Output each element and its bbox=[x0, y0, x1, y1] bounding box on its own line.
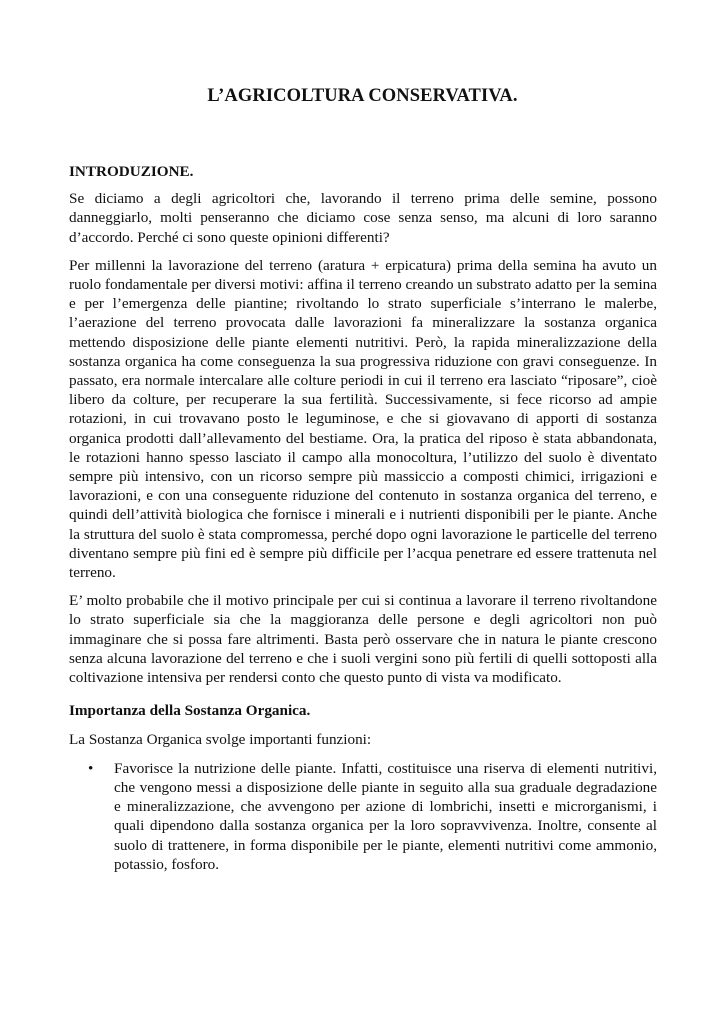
paragraph-1: Se diciamo a degli agricoltori che, lavorando il terreno prima delle semine, possono danneggiarlo, molti penseranno che diciamo cose senza senso, ma alcuni di loro saranno d’accordo. Perché ci sono queste opinioni differenti? bbox=[69, 190, 657, 246]
paragraph-2: Per millenni la lavorazione del terreno (aratura + erpicatura) prima della semina ha avuto un ruolo fondamentale per diversi motivi: affina il terreno creando un substrato adatto per la semina e per l’emergenza delle piantine; rivoltando lo strato superficiale s’interrano le malerbe, l’aerazione del terreno provocata dalle lavorazioni fa mineralizzare la sostanza organica mettendo disposizione delle piante elementi nutritivi. Però, la rapida mineralizzazione della sostanza organica ha come conseguenza la sua progressiva riduzione con gravi conseguenze. In passato, era normale intercalare alle colture periodi in cui il terreno era lasciato “riposare”, cioè libero da colture, per recuperare la sua fertilità. Successivamente, si fece ricorso ad ampie rotazioni, in cui trovavano posto le leguminose, e che si giovavano di apporti di sostanza organica prodotti dall’allevamento del bestiame. Ora, la pratica del riposo è stata abbandonata, le rotazioni hanno spesso lasciato il campo alla monocoltura, l’utilizzo del suolo è diventato sempre più intensivo, con un ricorso sempre più massiccio a composti chimici, irrigazioni e lavorazioni, e con una conseguente riduzione del contenuto in sostanza organica del terreno, e quindi dell’attività biologica che fornisce i minerali e i nutrienti disponibili per le piante. Anche la struttura del suolo è stata compromessa, perché dopo ogni lavorazione le particelle del terreno diventano sempre più fini ed è sempre più difficile per l’acqua penetrare ed essere trattenuta nel terreno. bbox=[69, 256, 657, 582]
section-heading-organic-matter: Importanza della Sostanza Organica. bbox=[69, 702, 311, 720]
intro-heading: INTRODUZIONE. bbox=[69, 163, 194, 180]
document-body bbox=[69, 162, 657, 874]
paragraph-3: E’ molto probabile che il motivo principale per cui si continua a lavorare il terreno rivoltandone lo strato superficiale sia che la maggioranza delle persone e degli agricoltori non può immaginare che si possa fare altrimenti. Basta però osservare che in natura le piante crescono senza alcuna lavorazione del terreno e che i suoli vergini sono più fertili di quelli sottoposti alla coltivazione intensiva per rendersi conto che questo punto di vista va modificato. bbox=[69, 592, 657, 687]
list-item-text: Favorisce la nutrizione delle piante. Infatti, costituisce una riserva di elementi nutritivi, che vengono messi a disposizione delle piante in seguito alla sua graduale degradazione e mineralizzazione, che avvengono per azione di lombrichi, insetti e microrganismi, i quali dipendono dalla sostanza organica per la loro sopravvivenza. Inoltre, consente al suolo di trattenere, in forma disponibile per le piante, elementi nutritivi come ammonio, potassio, fosforo. bbox=[114, 759, 657, 873]
list-item bbox=[88, 759, 657, 874]
functions-list bbox=[69, 759, 657, 874]
document-title: L’AGRICOLTURA CONSERVATIVA. bbox=[207, 86, 518, 106]
bullet-marker: • bbox=[88, 759, 94, 777]
section-intro: La Sostanza Organica svolge importanti funzioni: bbox=[69, 731, 372, 749]
